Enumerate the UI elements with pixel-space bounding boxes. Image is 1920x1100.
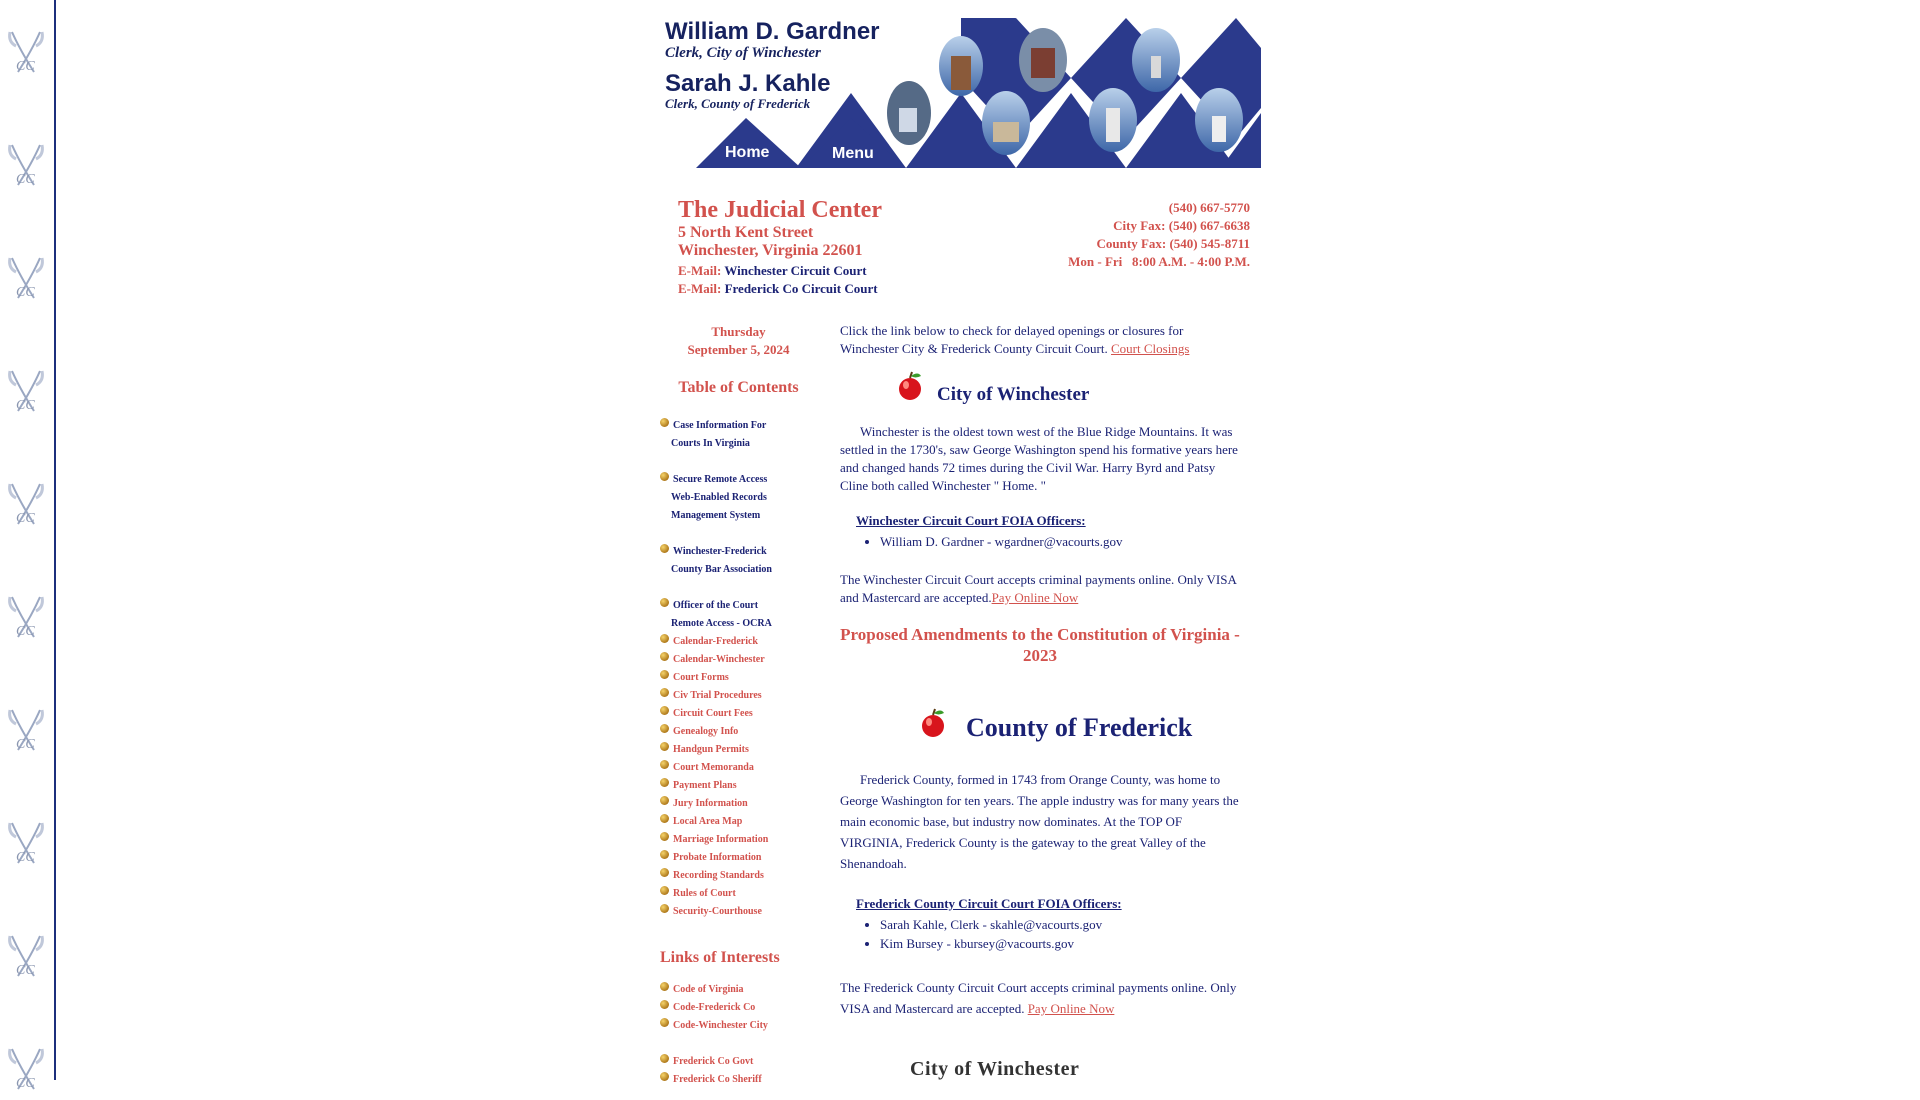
quill-icon (6, 369, 46, 417)
apple-icon (896, 370, 924, 402)
toc-link-label: Local Area Map (673, 816, 743, 827)
toc-link[interactable] (660, 867, 764, 885)
toc-link-label: Remote Access - OCRA (671, 618, 772, 629)
toc-link-label: Case Information For (673, 420, 767, 431)
email-winchester-link[interactable]: Winchester Circuit Court (724, 263, 867, 278)
header-banner (661, 18, 1261, 168)
winchester-pay-online-link[interactable]: Pay Online Now (991, 590, 1079, 605)
toc-link[interactable] (660, 543, 767, 561)
interest-link[interactable] (660, 1071, 762, 1089)
svg-text:CC: CC (16, 285, 35, 300)
toc-link-label: Calendar-Winchester (673, 654, 765, 665)
toc-link-label: Security-Courthouse (673, 906, 762, 917)
toc-link[interactable] (660, 741, 749, 759)
bullet-icon (660, 670, 669, 679)
bullet-icon (660, 1054, 669, 1063)
toc-link-label: Circuit Court Fees (673, 708, 753, 719)
bullet-icon (660, 634, 669, 643)
toc-link[interactable] (660, 633, 758, 651)
bullet-icon (660, 1018, 669, 1027)
toc-link-label: Web-Enabled Records (671, 492, 767, 503)
court-closings-link[interactable]: Court Closings (1111, 341, 1190, 356)
toc-link-label: Genealogy Info (673, 726, 739, 737)
bullet-icon (660, 850, 669, 859)
svg-text:CC: CC (16, 737, 35, 752)
toc-link-label: Recording Standards (673, 870, 764, 881)
toc-link[interactable] (660, 597, 758, 615)
toc-link-label: County Bar Association (671, 564, 772, 575)
toc-link-label: Probate Information (673, 852, 762, 863)
foia-officer: • William D. Gardner - wgardner@vacourts.gov (880, 532, 1122, 551)
svg-text:CC: CC (16, 398, 35, 413)
email-label: E-Mail: (678, 263, 722, 278)
quill-icon (6, 1047, 46, 1095)
bullet-icon (660, 652, 669, 661)
toc-link[interactable] (660, 759, 754, 777)
toc-link[interactable] (660, 561, 772, 579)
winchester-footer-image: City of Winchester (910, 1058, 1080, 1080)
decorative-sidebar (0, 0, 56, 1091)
address-city: Winchester, Virginia 22601 (678, 242, 863, 259)
toc-link-label: Management System (671, 510, 761, 521)
foia-officer: • Sarah Kahle, Clerk - skahle@vacourts.gov (880, 915, 1102, 934)
interest-link[interactable] (660, 981, 744, 999)
interest-link[interactable] (660, 1053, 753, 1071)
bullet-icon (660, 598, 669, 607)
clerk-name-1: William D. Gardner (665, 18, 880, 45)
toc-link-label: Court Memoranda (673, 762, 754, 773)
winchester-heading: City of Winchester (937, 384, 1090, 405)
frederick-payment (840, 977, 1245, 1019)
quill-icon (6, 256, 46, 304)
toc-link[interactable] (660, 849, 761, 867)
frederick-description: Frederick County, formed in 1743 from Orange County, was home to George Washington for ten years. The apple industry was for many years the main economic base, but industry now dominates. At the TOP OF VIRGINIA, Frederick County is the gateway to the great Valley of the Shenandoah. (840, 772, 1239, 871)
frederick-pay-online-link[interactable]: Pay Online Now (1027, 1001, 1115, 1016)
links-title: Links of Interests (660, 949, 780, 966)
interest-link[interactable] (660, 999, 755, 1017)
clerk-name-2: Sarah J. Kahle (665, 70, 831, 97)
interest-link-label: Code of Virginia (673, 984, 744, 995)
toc-link[interactable] (660, 795, 748, 813)
amendments-link[interactable]: Proposed Amendments to the Constitution of Virginia - 2023 (840, 625, 1240, 665)
toc-title: Table of Contents (678, 379, 799, 396)
toc-link-label: Payment Plans (673, 780, 737, 791)
date-weekday: Thursday (711, 324, 766, 339)
toc-link[interactable] (660, 687, 762, 705)
toc-link-label: Rules of Court (673, 888, 736, 899)
city-fax: City Fax: (540) 667-6638 (1113, 218, 1250, 233)
quill-icon (6, 143, 46, 191)
closings-notice (840, 322, 1205, 358)
quill-icon (6, 934, 46, 982)
page-title: The Judicial Center (678, 197, 882, 223)
interest-link[interactable] (660, 1017, 768, 1035)
frederick-foia-heading: Frederick County Circuit Court FOIA Officers: (856, 896, 1122, 911)
bullet-icon (660, 472, 669, 481)
toc-link-label: Civ Trial Procedures (673, 690, 762, 701)
quill-icon (6, 30, 46, 78)
bullet-icon (660, 706, 669, 715)
toc-link-label: Courts In Virginia (671, 438, 750, 449)
home-nav-button[interactable]: Home (725, 144, 770, 161)
bullet-icon (660, 760, 669, 769)
svg-text:CC: CC (16, 59, 35, 74)
winchester-foia-heading: Winchester Circuit Court FOIA Officers: (856, 513, 1086, 528)
toc-link-label: Jury Information (673, 798, 748, 809)
toc-link[interactable] (660, 507, 760, 525)
toc-link-label: Calendar-Frederick (673, 636, 758, 647)
bullet-icon (660, 418, 669, 427)
svg-text:CC: CC (16, 850, 35, 865)
bullet-icon (660, 688, 669, 697)
toc-link[interactable] (660, 435, 750, 453)
bullet-icon (660, 778, 669, 787)
bullet-icon (660, 868, 669, 877)
bullet-icon (660, 904, 669, 913)
bullet-icon (660, 982, 669, 991)
clerk-title-1: Clerk, City of Winchester (665, 45, 821, 61)
toc-link[interactable] (660, 723, 738, 741)
toc-link-label: Officer of the Court (673, 600, 759, 611)
apple-icon (919, 707, 947, 739)
interest-link-label: Code-Winchester City (673, 1020, 768, 1031)
quill-icon (6, 821, 46, 869)
toc-link-label: Winchester-Frederick (673, 546, 767, 557)
bullet-icon (660, 832, 669, 841)
clerk-title-2: Clerk, County of Frederick (665, 96, 811, 111)
toc-link-label: Court Forms (673, 672, 729, 683)
email-label: E-Mail: (678, 281, 722, 296)
foia-officer: • Kim Bursey - kbursey@vacourts.gov (880, 934, 1102, 953)
svg-text:CC: CC (16, 511, 35, 526)
toc-link[interactable] (660, 651, 765, 669)
svg-text:CC: CC (16, 1076, 35, 1091)
address-street: 5 North Kent Street (678, 224, 814, 241)
frederick-payment-text: The Frederick County Circuit Court accepts criminal payments online. Only VISA and Mastercard are accepted. (840, 980, 1237, 1016)
toc-link[interactable] (660, 669, 729, 687)
toc-link[interactable] (660, 777, 737, 795)
email-frederick-link[interactable]: Frederick Co Circuit Court (724, 281, 878, 296)
svg-text:CC: CC (16, 172, 35, 187)
county-fax: County Fax: (540) 545-8711 (1096, 236, 1250, 251)
toc-link[interactable] (660, 417, 766, 435)
toc-link[interactable] (660, 903, 762, 921)
frederick-foia-list (840, 915, 1102, 953)
quill-icon (6, 482, 46, 530)
winchester-payment (840, 571, 1242, 607)
quill-icon (6, 595, 46, 643)
winchester-payment-text: The Winchester Circuit Court accepts criminal payments online. Only VISA and Mastercard are accepted. (840, 572, 1237, 605)
interest-link-label: Frederick Co Govt (673, 1056, 754, 1067)
toc-link[interactable] (660, 831, 768, 849)
svg-text:CC: CC (16, 963, 35, 978)
bullet-icon (660, 796, 669, 805)
toc-link[interactable] (660, 489, 767, 507)
interest-link-label: Code-Frederick Co (673, 1002, 756, 1013)
frederick-heading: County of Frederick (966, 713, 1193, 742)
quill-icon (6, 708, 46, 756)
winchester-foia-list (840, 532, 1122, 551)
bullet-icon (660, 742, 669, 751)
menu-nav-button[interactable]: Menu (832, 145, 874, 162)
date-full: September 5, 2024 (687, 342, 790, 357)
bullet-icon (660, 886, 669, 895)
toc-link[interactable] (660, 615, 772, 633)
office-hours: Mon - Fri 8:00 A.M. - 4:00 P.M. (1068, 254, 1250, 269)
toc-link-label: Secure Remote Access (673, 474, 768, 485)
winchester-description: Winchester is the oldest town west of the Blue Ridge Mountains. It was settled in the 1730's, saw George Washington spend his formative years here and changed hands 72 times during the Civil War. Harry Byrd and Patsy Cline both called Winchester " Home. " (840, 424, 1238, 493)
toc-link[interactable] (660, 471, 767, 489)
interest-link-label: Frederick Co Sheriff (673, 1074, 762, 1085)
closings-text: Click the link below to check for delayed openings or closures for Winchester City & Frederick County Circuit Court. (840, 323, 1184, 356)
bullet-icon (660, 724, 669, 733)
bullet-icon (660, 544, 669, 553)
bullet-icon (660, 814, 669, 823)
toc-link[interactable] (660, 705, 753, 723)
toc-link-label: Marriage Information (673, 834, 769, 845)
toc-link[interactable] (660, 813, 742, 831)
phone-number: (540) 667-5770 (1168, 200, 1250, 215)
bullet-icon (660, 1000, 669, 1009)
toc-link-label: Handgun Permits (673, 744, 749, 755)
svg-text:CC: CC (16, 624, 35, 639)
toc-link[interactable] (660, 885, 736, 903)
